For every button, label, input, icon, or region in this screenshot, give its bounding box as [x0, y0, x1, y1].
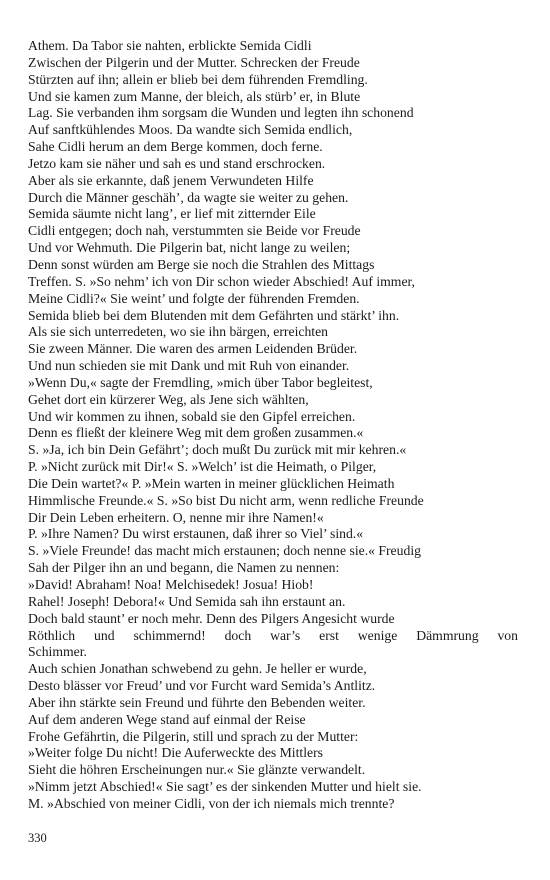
text-line: Semida säumte nicht lang’, er lief mit zitternder Eile — [28, 206, 316, 222]
text-line: Semida blieb bei dem Blutenden mit dem Gefährten und stärkt’ ihn. — [28, 307, 400, 323]
text-line: Lag. Sie verbanden ihm sorgsam die Wunden und legten ihn schonend — [28, 105, 414, 121]
text-line: Und wir kommen zu ihnen, sobald sie den Gipfel erreichen. — [28, 408, 356, 424]
text-line: Gehet dort ein kürzerer Weg, als Jene sich wählten, — [28, 391, 309, 407]
text-line: Jetzo kam sie näher und sah es und stand erschrocken. — [28, 155, 326, 171]
text-line: Stürzten auf ihn; allein er blieb bei dem führenden Fremdling. — [28, 71, 368, 87]
text-line: Sahe Cidli herum an dem Berge kommen, doch ferne. — [28, 139, 323, 155]
text-line: Schimmer. — [28, 644, 87, 660]
text-line: Und sie kamen zum Manne, der bleich, als stürb’ er, in Blute — [28, 88, 361, 104]
page-number: 330 — [28, 831, 47, 845]
text-line: Athem. Da Tabor sie nahten, erblickte Semida Cidli — [28, 38, 312, 53]
text-line: Denn es fließt der kleinere Weg mit dem großen zusammen.« — [28, 425, 364, 441]
text-line: Rahel! Joseph! Debora!« Und Semida sah ihn erstaunt an. — [28, 593, 346, 609]
text-line: Aber ihn stärkte sein Freund und führte den Bebenden weiter. — [28, 694, 366, 710]
text-line: S. »Ja, ich bin Dein Gefährt’; doch mußt Du zurück mit mir kehren.« — [28, 442, 407, 458]
text-line: Sieht die höhren Erscheinungen nur.« Sie glänzte verwandelt. — [28, 762, 366, 778]
text-line: Meine Cidli?« Sie weint’ und folgte der führenden Fremden. — [28, 290, 360, 306]
text-line: »David! Abraham! Noa! Melchisedek! Josua! Hiob! — [28, 577, 314, 592]
text-line: Auch schien Jonathan schwebend zu gehn. Je heller er wurde, — [28, 661, 367, 677]
text-line: Röthlich und schimmernd! doch war’s erst wenige Dämmrung von — [28, 627, 518, 643]
text-line: Sie zween Männer. Die waren des armen Leidenden Brüder. — [28, 341, 358, 357]
text-line: Himmlische Freunde.« S. »So bist Du nicht arm, wenn redliche Freunde — [28, 492, 424, 508]
text-line: »Weiter folge Du nicht! Die Auferweckte des Mittlers — [28, 745, 323, 761]
text-line: P. »Nicht zurück mit Dir!« S. »Welch’ ist die Heimath, o Pilger, — [28, 459, 377, 475]
text-line: Frohe Gefährtin, die Pilgerin, still und sprach zu der Mutter: — [28, 728, 359, 744]
text-line: Die Dein wartet?« P. »Mein warten in meiner glücklichen Heimath — [28, 475, 395, 491]
text-line: Cidli entgegen; doch nah, verstummten sie Beide vor Freude — [28, 223, 361, 239]
poem-text-block — [28, 38, 518, 813]
text-line: Treffen. S. »So nehm’ ich von Dir schon wieder Abschied! Auf immer, — [28, 273, 415, 289]
text-line: Dir Dein Leben erheitern. O, nenne mir ihre Namen!« — [28, 509, 324, 525]
text-line: Denn sonst würden am Berge sie noch die Strahlen des Mittags — [28, 256, 375, 272]
text-line: »Wenn Du,« sagte der Fremdling, »mich über Tabor begleitest, — [28, 374, 373, 390]
text-line: M. »Abschied von meiner Cidli, von der ich niemals mich trennte? — [28, 795, 395, 811]
text-line: Desto blässer vor Freud’ und vor Furcht ward Semida’s Antlitz. — [28, 678, 376, 694]
text-line: S. »Viele Freunde! das macht mich erstaunen; doch nenne sie.« Freudig — [28, 543, 421, 559]
text-line: P. »Ihre Namen? Du wirst erstaunen, daß ihrer so Viel’ sind.« — [28, 526, 364, 542]
text-line: Zwischen der Pilgerin und der Mutter. Schrecken der Freude — [28, 54, 360, 70]
text-line: Aber als sie erkannte, daß jenem Verwundeten Hilfe — [28, 172, 314, 188]
text-line: Als sie sich unterredeten, wo sie ihn bärgen, erreichten — [28, 324, 329, 340]
text-line: Sah der Pilger ihn an und begann, die Namen zu nennen: — [28, 560, 340, 576]
text-line: Durch die Männer geschäh’, da wagte sie weiter zu gehen. — [28, 189, 349, 205]
text-line: Und vor Wehmuth. Die Pilgerin bat, nicht lange zu weilen; — [28, 240, 351, 256]
text-line: Und nun schieden sie mit Dank und mit Ruh von einander. — [28, 358, 350, 374]
text-line: Doch bald staunt’ er noch mehr. Denn des Pilgers Angesicht wurde — [28, 610, 395, 626]
text-line: Auf dem anderen Wege stand auf einmal der Reise — [28, 711, 306, 727]
text-line: »Nimm jetzt Abschied!« Sie sagt’ es der sinkenden Mutter und hielt sie. — [28, 779, 422, 795]
text-line: Auf sanftkühlendes Moos. Da wandte sich Semida endlich, — [28, 122, 353, 138]
